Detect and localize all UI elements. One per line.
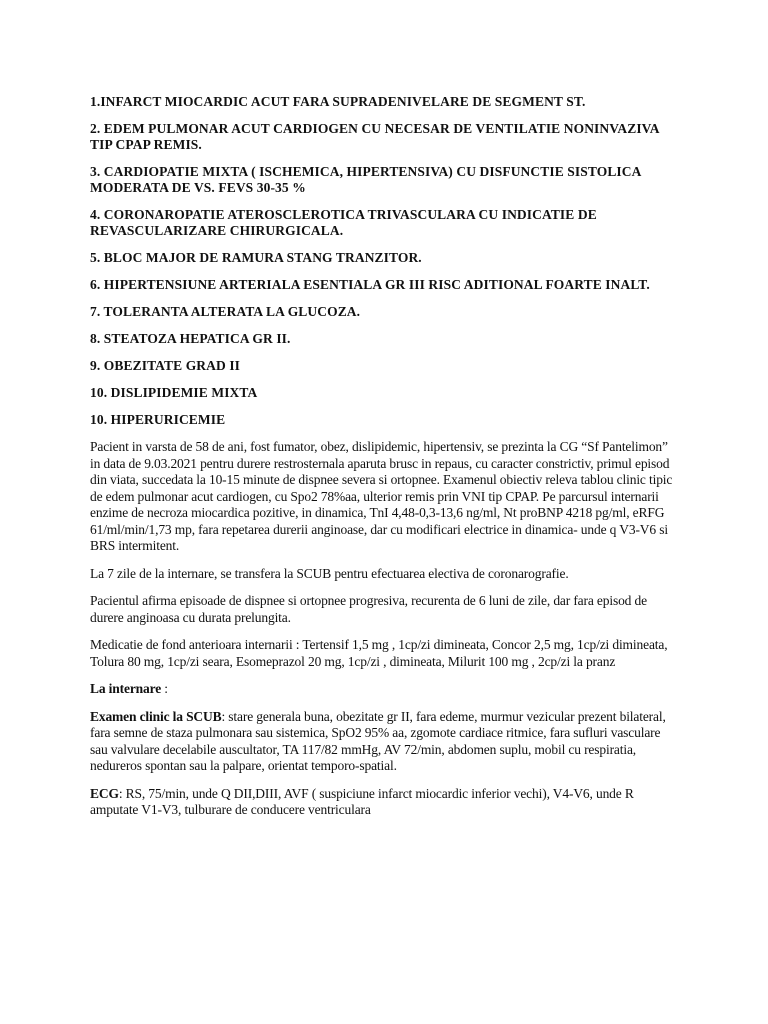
diagnosis-item: 1.INFARCT MIOCARDIC ACUT FARA SUPRADENIVELARE DE SEGMENT ST. bbox=[90, 94, 586, 109]
ecg-paragraph bbox=[90, 786, 680, 819]
diagnosis-item: 8. STEATOZA HEPATICA GR II. bbox=[90, 331, 291, 346]
admission-heading: La internare bbox=[90, 681, 162, 696]
ecg-label: ECG bbox=[90, 785, 119, 801]
admission-section bbox=[90, 681, 680, 819]
patient-history bbox=[90, 439, 680, 670]
history-paragraph: Pacient in varsta de 58 de ani, fost fumator, obez, dislipidemic, hipertensiv, se prezinta la CG “Sf Pantelimon” in data de 9.03.2021 pentru durere restrosternala aparuta brusc in repaus, cu caracter constrictiv, primul episod din viata, succedata la 10-15 minute de dispnee severa si ortopnee. Examenul obiectiv releva tablou clinic tipic de edem pulmonar acut cardiogen, cu Spo2 78%aa, ulterior remis prin VNI tip CPAP. Pe parcursul internarii enzime de necroza miocardica pozitive, in dinamica, TnI 4,48-0,3-13,6 ng/ml, Nt proBNP 4218 pg/ml, eRFG 61/ml/min/1,73 mp, fara repetarea durerii anginoase, dar cu modificari electrice in dinamica- unde q V3-V6 si BRS intermitent. bbox=[90, 439, 673, 553]
ecg-text: : RS, 75/min, unde Q DII,DIII, AVF ( suspiciune infarct miocardic inferior vechi), V4-V6, unde R amputate V1-V3, tulburare de conducere ventriculara bbox=[90, 785, 634, 817]
clinical-exam-label: Examen clinic la SCUB bbox=[90, 708, 222, 724]
diagnosis-item: 7. TOLERANTA ALTERATA LA GLUCOZA. bbox=[90, 304, 361, 319]
document-page bbox=[90, 94, 680, 830]
diagnosis-item: 5. BLOC MAJOR DE RAMURA STANG TRANZITOR. bbox=[90, 250, 422, 265]
diagnosis-item: 3. CARDIOPATIE MIXTA ( ISCHEMICA, HIPERTENSIVA) CU DISFUNCTIE SISTOLICA MODERATA DE VS. FEVS 30-35 % bbox=[90, 164, 641, 195]
diagnosis-item: 6. HIPERTENSIUNE ARTERIALA ESENTIALA GR III RISC ADITIONAL FOARTE INALT. bbox=[90, 277, 650, 292]
admission-heading-line bbox=[90, 681, 680, 698]
history-paragraph: La 7 zile de la internare, se transfera la SCUB pentru efectuarea electiva de coronarografie. bbox=[90, 565, 569, 581]
diagnosis-item: 10. DISLIPIDEMIE MIXTA bbox=[90, 385, 258, 400]
clinical-exam-paragraph bbox=[90, 709, 680, 775]
diagnosis-item: 10. HIPERURICEMIE bbox=[90, 412, 226, 427]
diagnosis-item: 9. OBEZITATE GRAD II bbox=[90, 358, 241, 373]
admission-heading-suffix: : bbox=[161, 681, 168, 696]
clinical-exam-text: : stare generala buna, obezitate gr II, fara edeme, murmur vezicular prezent bilateral, fara semne de staza pulmonara sau sistemica, SpO2 95% aa, zgomote cardiace ritmice, fara sufluri vasculare sau valvulare decelabile auscultator, TA 117/82 mmHg, AV 72/min, abdomen suplu, mobil cu respiratia, nedureros spontan sau la palpare, orientat temporo-spatial. bbox=[90, 708, 666, 773]
medication-paragraph: Medicatie de fond anterioara internarii : Tertensif 1,5 mg , 1cp/zi dimineata, Concor 2,5 mg, 1cp/zi dimineata, Tolura 80 mg, 1cp/zi seara, Esomeprazol 20 mg, 1cp/zi , dimineata, Milurit 100 mg , 2cp/zi la pranz bbox=[90, 637, 668, 669]
history-paragraph: Pacientul afirma episoade de dispnee si ortopnee progresiva, recurenta de 6 luni de zile, dar fara episod de durere anginoasa cu durata prelungita. bbox=[90, 593, 647, 625]
diagnosis-item: 2. EDEM PULMONAR ACUT CARDIOGEN CU NECESAR DE VENTILATIE NONINVAZIVA TIP CPAP REMIS. bbox=[90, 121, 659, 152]
diagnosis-item: 4. CORONAROPATIE ATEROSCLEROTICA TRIVASCULARA CU INDICATIE DE REVASCULARIZARE CHIRURGICALA. bbox=[90, 207, 597, 238]
diagnosis-list bbox=[90, 94, 680, 428]
